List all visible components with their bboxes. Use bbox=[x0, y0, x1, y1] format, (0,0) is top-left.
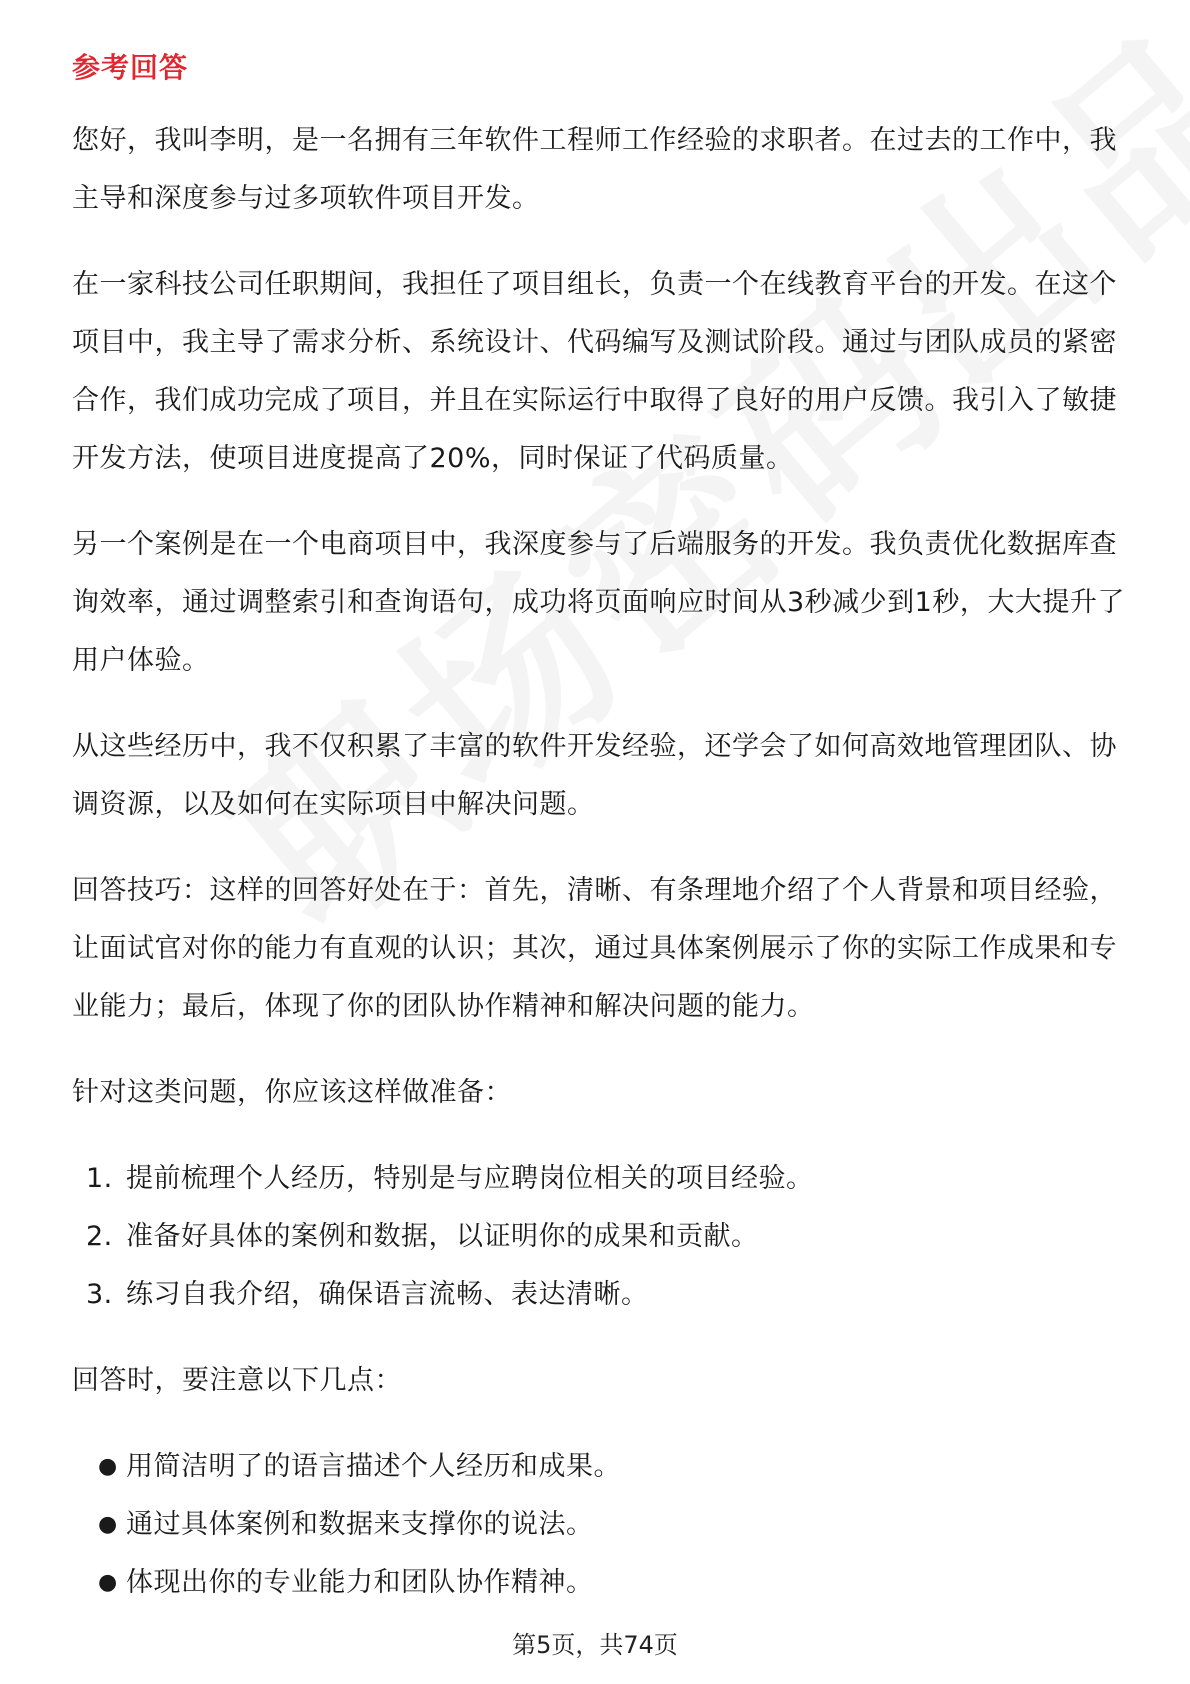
list-item-text: 用简洁明了的语言描述个人经历和成果。 bbox=[126, 1451, 621, 1482]
section-title: 参考回答 bbox=[72, 51, 189, 84]
list-item-text: 练习自我介绍，确保语言流畅、表达清晰。 bbox=[126, 1279, 649, 1310]
list-item bbox=[72, 1266, 1132, 1324]
paragraph-intro: 您好，我叫李明，是一名拥有三年软件工程师工作经验的求职者。在过去的工作中，我主导和深度参与过多项软件项目开发。 bbox=[72, 125, 1117, 214]
paragraph-summary: 从这些经历中，我不仅积累了丰富的软件开发经验，还学会了如何高效地管理团队、协调资源，以及如何在实际项目中解决问题。 bbox=[72, 731, 1117, 820]
bullet-list bbox=[72, 1438, 1132, 1612]
list-item bbox=[72, 1496, 1132, 1554]
list-item bbox=[72, 1150, 1132, 1208]
list-item bbox=[72, 1438, 1132, 1496]
list-item bbox=[72, 1554, 1132, 1612]
paragraph-prepare-intro: 针对这类问题，你应该这样做准备： bbox=[72, 1077, 512, 1108]
numbered-list bbox=[72, 1150, 1132, 1324]
list-item-text: 提前梳理个人经历，特别是与应聘岗位相关的项目经验。 bbox=[126, 1163, 814, 1194]
bullet-icon: ● bbox=[98, 1512, 118, 1537]
bullet-icon: ● bbox=[98, 1454, 118, 1479]
paragraph-notes-intro: 回答时，要注意以下几点： bbox=[72, 1365, 402, 1396]
bullet-icon: ● bbox=[98, 1570, 118, 1595]
list-number: 1. bbox=[86, 1163, 113, 1194]
list-number: 3. bbox=[86, 1279, 113, 1310]
list-number: 2. bbox=[86, 1221, 113, 1252]
content-body bbox=[72, 48, 1132, 1640]
paragraph-case-1: 在一家科技公司任职期间，我担任了项目组长，负责一个在线教育平台的开发。在这个项目中，我主导了需求分析、系统设计、代码编写及测试阶段。通过与团队成员的紧密合作，我们成功完成了项目，并且在实际运行中取得了良好的用户反馈。我引入了敏捷开发方法，使项目进度提高了20%，同时保证了代码质量。 bbox=[72, 269, 1117, 474]
paragraph-tips: 回答技巧：这样的回答好处在于：首先，清晰、有条理地介绍了个人背景和项目经验，让面试官对你的能力有直观的认识；其次，通过具体案例展示了你的实际工作成果和专业能力；最后，体现了你的团队协作精神和解决问题的能力。 bbox=[72, 875, 1117, 1022]
page-footer: 第5页，共74页 bbox=[512, 1631, 678, 1659]
list-item-text: 准备好具体的案例和数据，以证明你的成果和贡献。 bbox=[126, 1221, 759, 1252]
list-item-text: 体现出你的专业能力和团队协作精神。 bbox=[126, 1567, 594, 1598]
list-item-text: 通过具体案例和数据来支撑你的说法。 bbox=[126, 1509, 594, 1540]
list-item bbox=[72, 1208, 1132, 1266]
paragraph-case-2: 另一个案例是在一个电商项目中，我深度参与了后端服务的开发。我负责优化数据库查询效率，通过调整索引和查询语句，成功将页面响应时间从3秒减少到1秒，大大提升了用户体验。 bbox=[72, 529, 1125, 676]
